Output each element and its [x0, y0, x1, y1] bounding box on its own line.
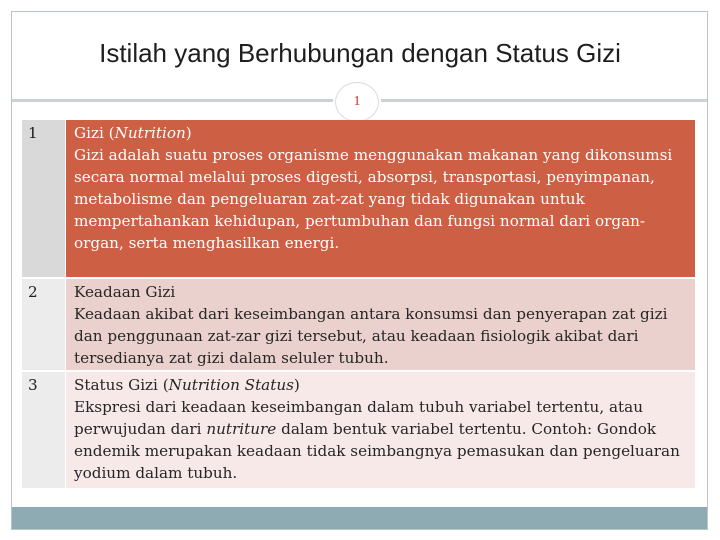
row-number: 1 [22, 120, 65, 277]
table-row [22, 120, 695, 277]
term-definition: Ekspresi dari keadaan keseimbangan dalam tubuh variabel tertentu, atau perwujudan dari nutriture dalam bentuk variabel tertentu. Contoh: Gondok endemik merupakan keadaan tidak seimbangnya pemasukan dan pengeluaran yodium dalam tubuh. [74, 398, 680, 482]
term-heading: Keadaan Gizi [74, 283, 176, 301]
footer-bar [12, 507, 707, 529]
slide-number-badge: 1 [335, 82, 379, 122]
row-number: 2 [22, 279, 65, 370]
term-heading: Status Gizi (Nutrition Status) [74, 376, 300, 394]
row-number: 3 [22, 372, 65, 488]
table-row [22, 372, 695, 488]
row-content [66, 279, 695, 370]
table-row [22, 279, 695, 370]
row-content [66, 120, 695, 277]
term-definition: Gizi adalah suatu proses organisme menggunakan makanan yang dikonsumsi secara normal melalui proses digesti, absorpsi, transportasi, penyimpanan, metabolisme dan pengeluaran zat-zat yang tidak digunakan untuk mempertahankan kehidupan, pertumbuhan dan fungsi normal dari organ-organ, serta menghasilkan energi. [74, 146, 673, 252]
slide-title: Istilah yang Berhubungan dengan Status Gizi [99, 38, 621, 68]
term-heading: Gizi (Nutrition) [74, 124, 192, 142]
term-definition: Keadaan akibat dari keseimbangan antara konsumsi dan penyerapan zat gizi dan penggunaan zat-zar gizi tersebut, atau keadaan fisiologik akibat dari tersedianya zat gizi dalam seluler tubuh. [74, 305, 668, 367]
row-content [66, 372, 695, 488]
